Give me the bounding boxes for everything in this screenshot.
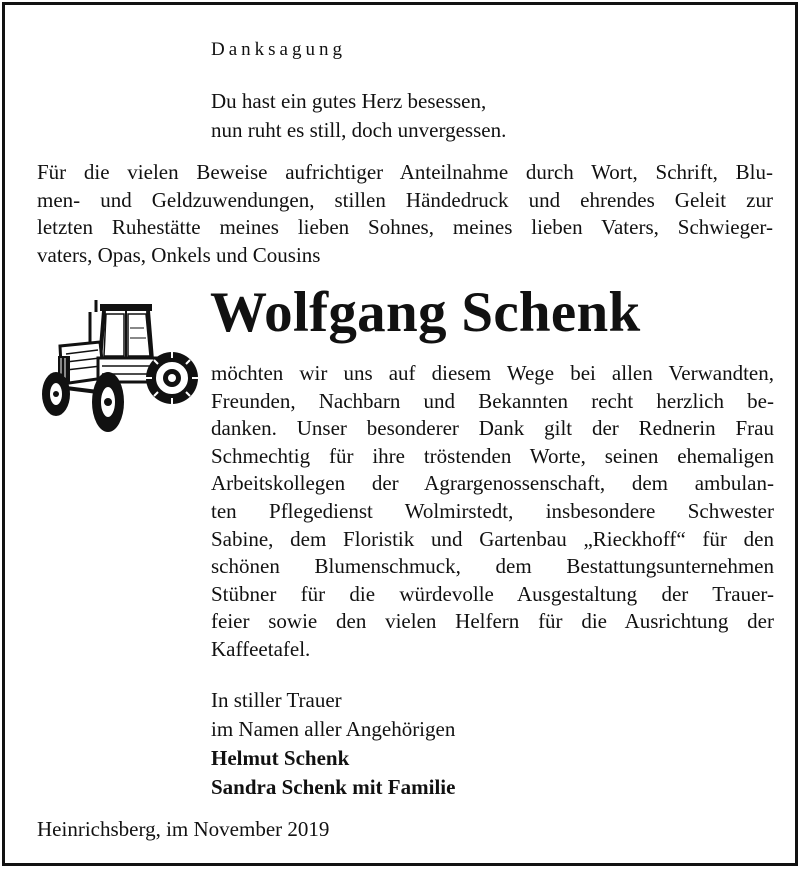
signer-name: Sandra Schenk mit Familie xyxy=(211,775,456,799)
closing-block xyxy=(211,686,455,802)
place-date: Heinrichsberg, im November 2019 xyxy=(37,817,330,841)
body-line: Freunden, Nachbarn und Bekannten recht herzlich be- xyxy=(211,388,774,413)
body-line: Arbeitskollegen der Agrargenossenschaft, dem ambulan- xyxy=(211,471,774,496)
signer-name: Helmut Schenk xyxy=(211,746,350,770)
body-line: danken. Unser besonderer Dank gilt der Rednerin Frau xyxy=(211,416,774,441)
body-paragraph xyxy=(211,360,774,664)
body-line: ten Pflegedienst Wolmirstedt, insbesondere Schwester xyxy=(211,498,774,523)
body-line: Schmechtig für ihre tröstenden Worte, seinen ehemaligen xyxy=(211,443,774,468)
verse-line: Du hast ein gutes Herz besessen, xyxy=(211,89,487,113)
closing-line: In stiller Trauer xyxy=(211,688,342,712)
intro-line: letzten Ruhestätte meines lieben Sohnes, meines lieben Vaters, Schwieger- xyxy=(37,215,773,239)
heading: Danksagung xyxy=(211,39,346,60)
body-line: schönen Blumenschmuck, dem Bestattungsunternehmen xyxy=(211,554,774,579)
verse xyxy=(211,87,506,145)
deceased-name: Wolfgang Schenk xyxy=(210,281,641,344)
intro-line: men- und Geldzuwendungen, stillen Händedruck und ehrendes Geleit zur xyxy=(37,187,773,212)
intro-line: Für die vielen Beweise aufrichtiger Anteilnahme durch Wort, Schrift, Blu- xyxy=(37,160,773,184)
body-line: Kaffeetafel. xyxy=(211,636,311,661)
obituary-frame xyxy=(2,2,798,866)
intro-paragraph xyxy=(37,159,773,269)
closing-line: im Namen aller Angehörigen xyxy=(211,717,456,741)
intro-line: vaters, Opas, Onkels und Cousins xyxy=(37,242,321,267)
body-line: Sabine, dem Floristik und Gartenbau „Rieckhoff“ für den xyxy=(211,526,774,551)
body-line: möchten wir uns auf diesem Wege bei allen Verwandten, xyxy=(211,361,774,385)
verse-line: nun ruht es still, doch unvergessen. xyxy=(211,118,507,142)
body-line: feier sowie den vielen Helfern für die Ausrichtung der xyxy=(211,609,774,634)
body-line: Stübner für die würdevolle Ausgestaltung der Trauer- xyxy=(211,581,774,606)
tractor-icon xyxy=(38,298,198,438)
